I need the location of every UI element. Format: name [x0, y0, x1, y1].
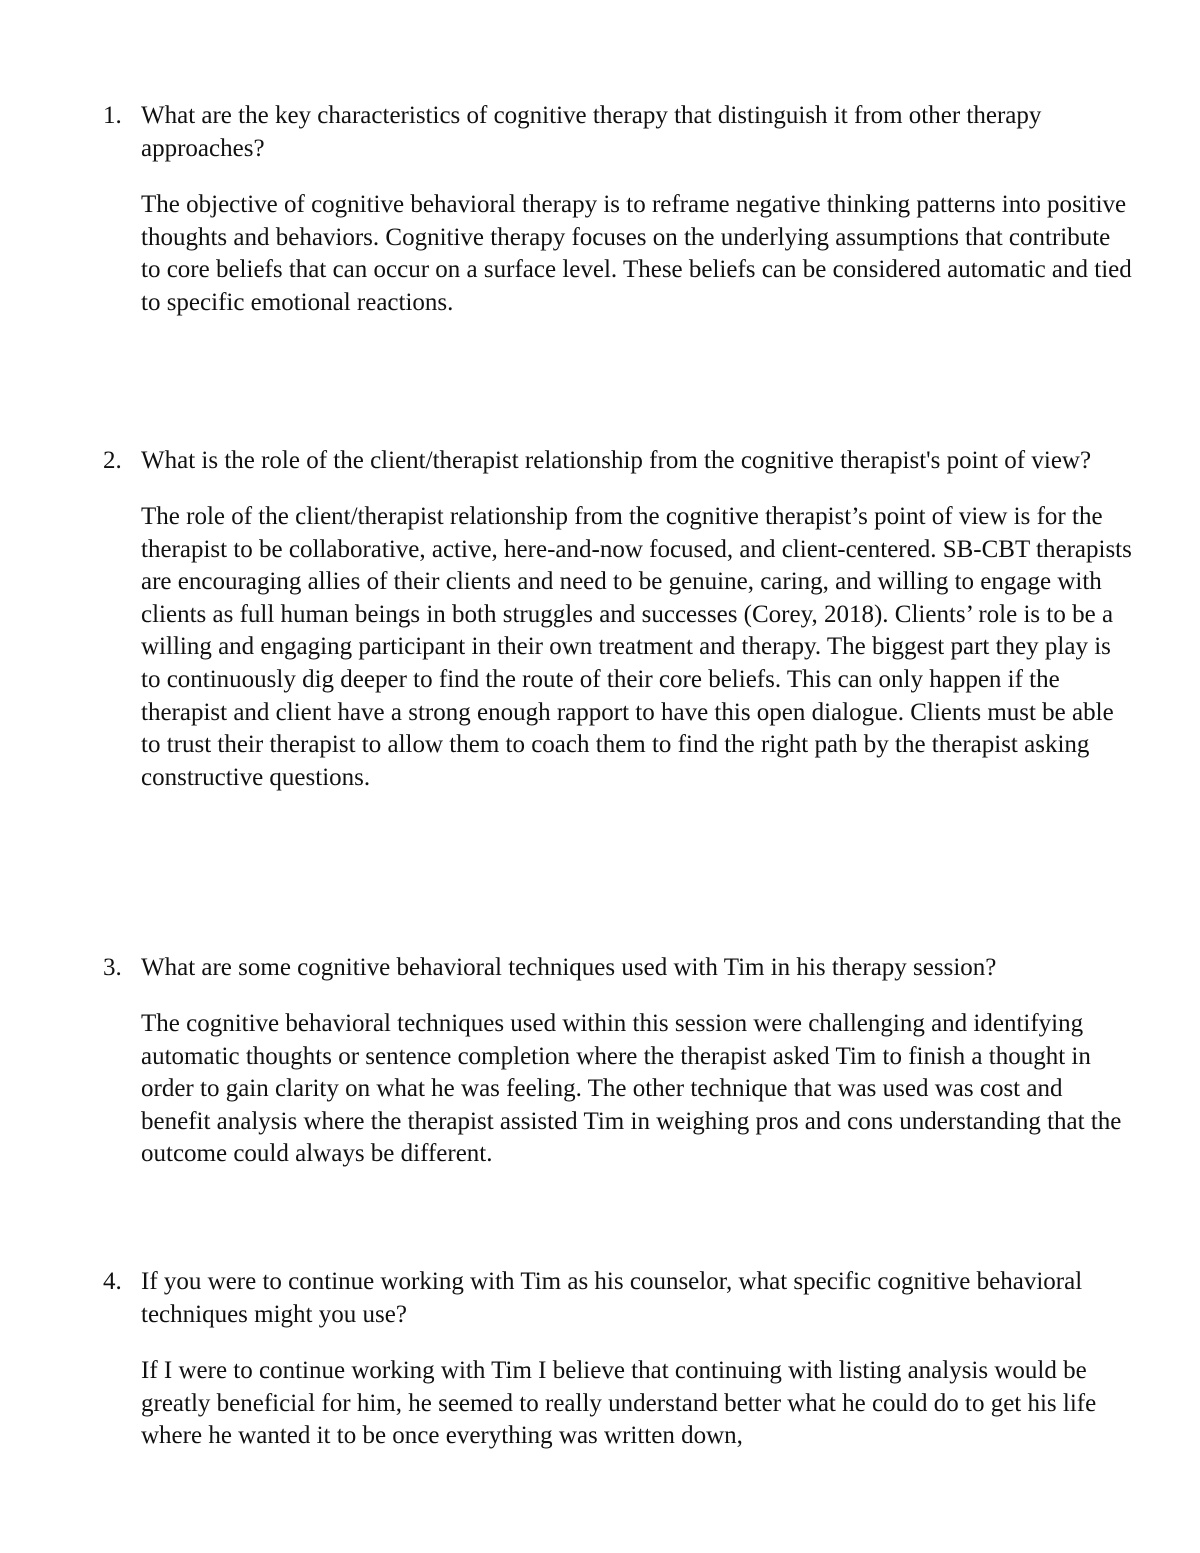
answer-3: The cognitive behavioral techniques used within this session were challenging and identifying automatic thoughts or sentence completion where the therapist asked Tim to finish a thought in order to gain clarity on what he was feeling. The other technique that was used was cost and benefit analysis where the therapist assisted Tim in weighing pros and cons understanding that the outcome could always be different. — [141, 1010, 1122, 1168]
answer-4: If I were to continue working with Tim I believe that continuing with listing analysis would be greatly beneficial for him, he seemed to really understand better what he could do to get his life where he wanted it to be once everything was written down, — [141, 1357, 1097, 1450]
answer-2: The role of the client/therapist relationship from the cognitive therapist’s point of view is for the therapist to be collaborative, active, here-and-now focused, and client-centered. SB-CBT therapists are encouraging allies of their clients and need to be genuine, caring, and willing to engage with clients as full human beings in both struggles and successes (Corey, 2018). Clients’ role is to be a willing and engaging participant in their own treatment and therapy. The biggest part they play is to continuously dig deeper to find the route of their core beliefs. This can only happen if the therapist and client have a strong enough rapport to have this open dialogue. Clients must be able to trust their therapist to allow them to coach them to find the right path by the therapist asking constructive questions. — [141, 503, 1132, 791]
question-block-1 — [103, 99, 1133, 319]
question-number: 3. — [103, 954, 122, 981]
question-number: 2. — [103, 447, 122, 474]
question-text: What are some cognitive behavioral techniques used with Tim in his therapy session? — [141, 954, 997, 981]
question-block-3 — [103, 951, 1133, 1171]
question-3 — [103, 951, 1133, 984]
question-number: 4. — [103, 1268, 122, 1295]
question-4 — [103, 1265, 1133, 1331]
question-1 — [103, 99, 1133, 165]
question-text: What is the role of the client/therapist relationship from the cognitive therapist's point of view? — [141, 447, 1092, 474]
question-block-4 — [103, 1265, 1133, 1453]
question-text: What are the key characteristics of cognitive therapy that distinguish it from other therapy approaches? — [141, 102, 1042, 162]
answer-1: The objective of cognitive behavioral therapy is to reframe negative thinking patterns into positive thoughts and behaviors. Cognitive therapy focuses on the underlying assumptions that contribute to core beliefs that can occur on a surface level. These beliefs can be considered automatic and tied to specific emotional reactions. — [141, 191, 1132, 316]
question-text: If you were to continue working with Tim as his counselor, what specific cognitive behavioral techniques might you use? — [141, 1268, 1083, 1328]
question-2 — [103, 444, 1133, 477]
question-block-2 — [103, 444, 1133, 794]
question-number: 1. — [103, 102, 122, 129]
